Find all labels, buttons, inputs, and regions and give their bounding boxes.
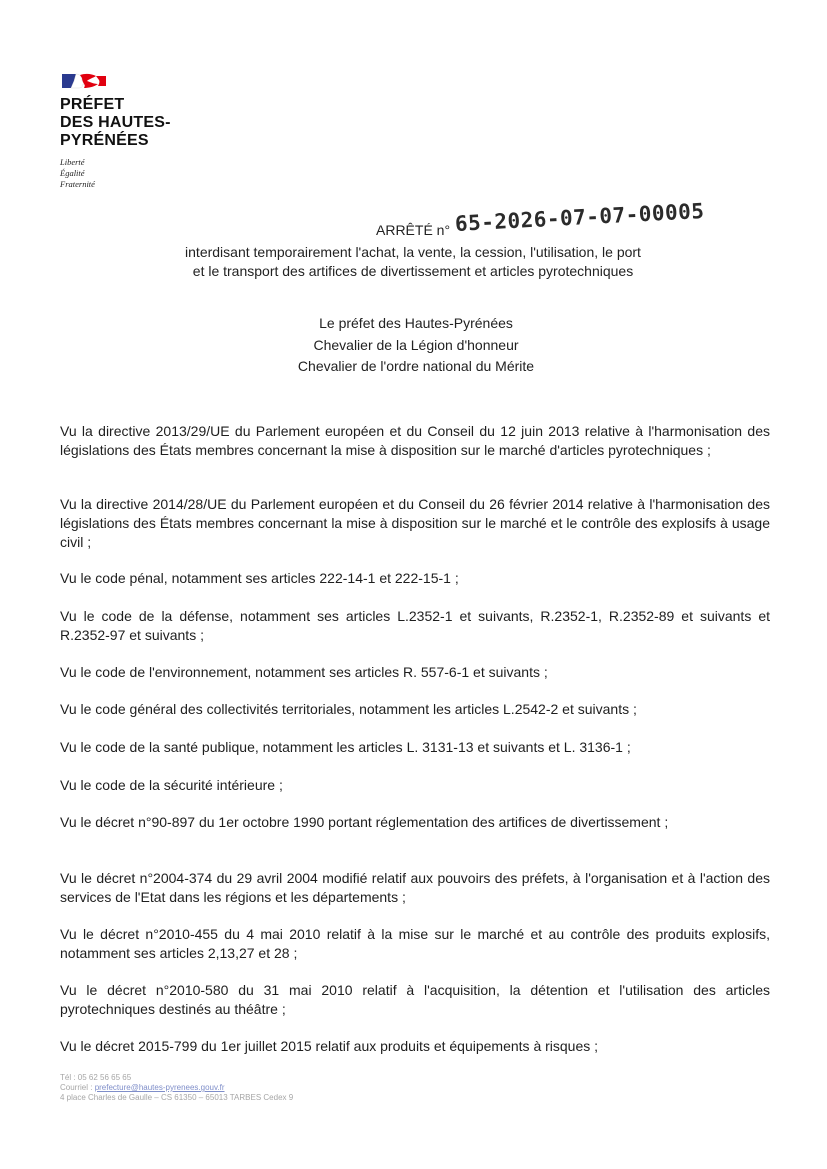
- motto-egalite: Égalité: [60, 168, 85, 178]
- footer-email-line: [60, 1083, 293, 1093]
- consideration-paragraph: Vu le code général des collectivités territoriales, notamment les articles L.2542-2 et suivants ;: [60, 701, 637, 717]
- marianne-flag-icon: [60, 72, 108, 90]
- title-subtitle-line-1: interdisant temporairement l'achat, la vente, la cession, l'utilisation, le port: [185, 244, 641, 260]
- consideration-paragraph: Vu le code de la sécurité intérieure ;: [60, 777, 283, 793]
- footer-contact: [60, 1073, 293, 1103]
- consideration-paragraph: Vu le décret n°90-897 du 1er octobre 1990 portant réglementation des artifices de divertissement ;: [60, 814, 669, 830]
- footer-email-label: Courriel :: [60, 1083, 95, 1092]
- motto-fraternite: Fraternité: [60, 179, 95, 189]
- motto-liberte: Liberté: [60, 157, 85, 167]
- authority-line-2: Chevalier de la Légion d'honneur: [313, 337, 519, 353]
- footer-email-link[interactable]: prefecture@hautes-pyrenees.gouv.fr: [94, 1083, 225, 1092]
- republic-motto: [60, 157, 95, 190]
- prefect-name-line-1: PRÉFET: [60, 96, 125, 113]
- consideration-paragraph: Vu le code de l'environnement, notamment ses articles R. 557-6-1 et suivants ;: [60, 664, 548, 680]
- title-subtitle-line-2: et le transport des artifices de divertissement et articles pyrotechniques: [192, 263, 634, 279]
- prefect-name-line-3: PYRÉNÉES: [60, 132, 149, 149]
- footer-address: 4 place Charles de Gaulle – CS 61350 – 65013 TARBES Cedex 9: [60, 1093, 294, 1102]
- arrete-number-handwritten: 65-2026-07-07-00005: [454, 198, 706, 236]
- consideration-paragraph: Vu le code de la défense, notamment ses articles L.2352-1 et suivants, R.2352-1, R.2352-89 et suivants et R.2352-97 et suivants ;: [60, 608, 770, 643]
- consideration-paragraph: Vu le code pénal, notamment ses articles 222-14-1 et 222-15-1 ;: [60, 570, 459, 586]
- prefect-name: [60, 96, 171, 150]
- consideration-paragraph: Vu la directive 2014/28/UE du Parlement européen et du Conseil du 26 février 2014 relative à l'harmonisation des législations des États membres concernant la mise à disposition sur le marché et le contrôle des explosifs à usage civil ;: [60, 496, 770, 550]
- consideration-paragraph: Vu la directive 2013/29/UE du Parlement européen et du Conseil du 12 juin 2013 relative à l'harmonisation des législations des États membres concernant la mise à disposition sur le marché d'articles pyrotechniques ;: [60, 423, 770, 458]
- consideration-paragraph: Vu le code de la santé publique, notamment les articles L. 3131-13 et suivants et L. 3136-1 ;: [60, 739, 631, 755]
- consideration-paragraph: Vu le décret n°2010-580 du 31 mai 2010 relatif à l'acquisition, la détention et l'utilisation des articles pyrotechniques destinés au théâtre ;: [60, 982, 770, 1017]
- footer-phone: Tél : 05 62 56 65 65: [60, 1073, 132, 1082]
- consideration-paragraph: Vu le décret 2015-799 du 1er juillet 2015 relatif aux produits et équipements à risques ;: [60, 1038, 599, 1054]
- authority-line-1: Le préfet des Hautes-Pyrénées: [319, 315, 513, 331]
- authority-line-3: Chevalier de l'ordre national du Mérite: [297, 358, 535, 374]
- consideration-paragraph: Vu le décret n°2004-374 du 29 avril 2004 modifié relatif aux pouvoirs des préfets, à l'organisation et à l'action des services de l'Etat dans les régions et les départements ;: [60, 870, 770, 905]
- consideration-paragraph: Vu le décret n°2010-455 du 4 mai 2010 relatif à la mise sur le marché et au contrôle des produits explosifs, notamment ses articles 2,13,27 et 28 ;: [60, 926, 770, 961]
- prefect-name-line-2: DES HAUTES-: [60, 114, 171, 131]
- arrete-prefix: ARRÊTÉ n°: [376, 222, 451, 238]
